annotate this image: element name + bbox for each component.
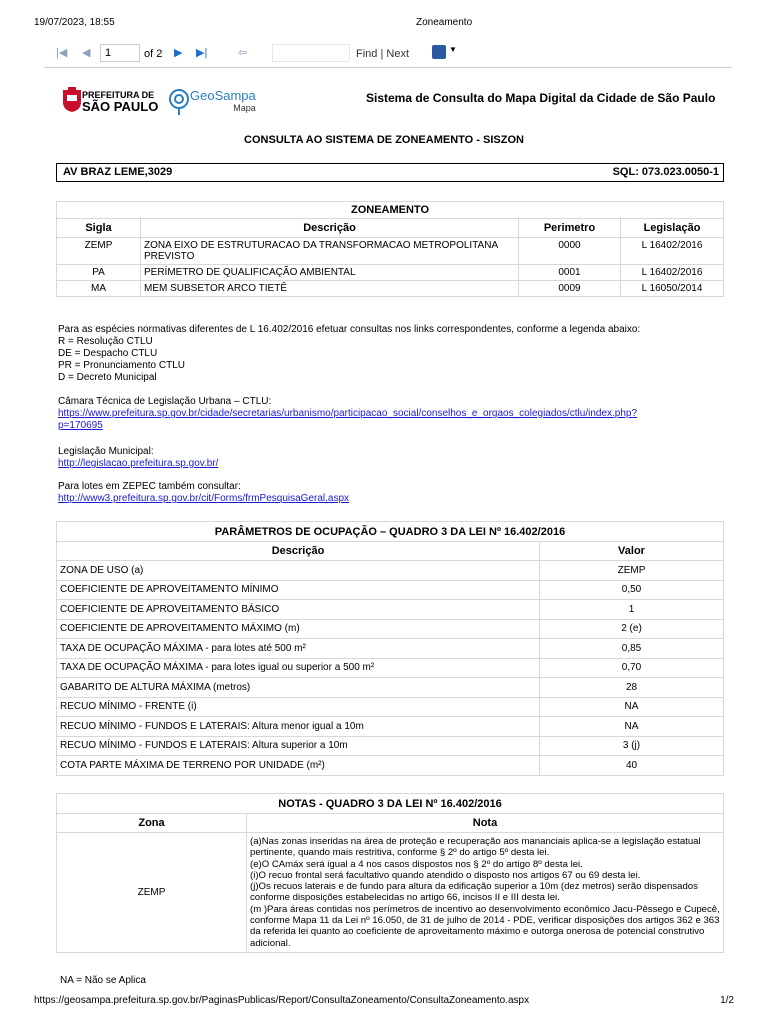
param-descricao: TAXA DE OCUPAÇÃO MÁXIMA - para lotes igual ou superior a 500 m² bbox=[57, 658, 540, 678]
table-row bbox=[57, 697, 724, 717]
legislacao-block bbox=[58, 446, 218, 470]
print-datetime: 19/07/2023, 18:55 bbox=[34, 17, 115, 28]
zepec-label: Para lotes em ZEPEC também consultar: bbox=[58, 481, 241, 492]
table-row bbox=[57, 238, 724, 265]
param-descricao: ZONA DE USO (a) bbox=[57, 561, 540, 581]
print-title: Zoneamento bbox=[416, 17, 473, 28]
sql-number: SQL: 073.023.0050-1 bbox=[612, 166, 719, 178]
page-number-input[interactable]: 1 bbox=[100, 44, 140, 62]
print-header bbox=[0, 17, 768, 31]
nota-line: (e)O CAmáx será igual a 4 nos casos dispostos nos § 2º do artigo 8º desta lei. bbox=[250, 858, 583, 870]
geosampa-logo bbox=[190, 90, 256, 114]
nota-line: (m )Para áreas contidas nos perímetros de incentivo ao desenvolvimento econômico Jacu-Pêssego e Cupecê, conforme Mapa 11 da Lei nº 16.050, de 31 de julho de 2014 - PDE, verificar disposições dos artigos 362 e 363 da referida lei quanto ao coeficiente de aproveitamento máximo e outorga onerosa de potencial construtivo adicional. bbox=[250, 903, 720, 949]
param-descricao: COEFICIENTE DE APROVEITAMENTO BÁSICO bbox=[57, 600, 540, 620]
param-descricao: COEFICIENTE DE APROVEITAMENTO MÍNIMO bbox=[57, 580, 540, 600]
notas-table bbox=[56, 793, 724, 953]
nota-line: (i)O recuo frontal será facultativo quando atendido o disposto nos artigos 67 ou 69 desta lei. bbox=[250, 869, 641, 881]
legend-intro: Para as espécies normativas diferentes de L 16.402/2016 efetuar consultas nos links correspondentes, conforme a legenda abaixo: bbox=[58, 324, 641, 335]
legislacao-cell: L 16402/2016 bbox=[621, 238, 724, 265]
param-descricao: COEFICIENTE DE APROVEITAMENTO MÁXIMO (m) bbox=[57, 619, 540, 639]
table-row bbox=[57, 678, 724, 698]
geosampa-sub: Mapa bbox=[233, 103, 256, 113]
zepec-block bbox=[58, 481, 349, 505]
descricao-cell: MEM SUBSETOR ARCO TIETÊ bbox=[141, 281, 519, 297]
table-row bbox=[57, 833, 724, 953]
perimetro-cell: 0009 bbox=[519, 281, 621, 297]
param-valor: NA bbox=[540, 697, 724, 717]
col-descricao: Descrição bbox=[57, 542, 540, 561]
param-valor: NA bbox=[540, 717, 724, 737]
geosampa-pin-icon bbox=[168, 86, 190, 116]
col-valor: Valor bbox=[540, 542, 724, 561]
param-valor: 0,85 bbox=[540, 639, 724, 659]
parametros-caption: PARÂMETROS DE OCUPAÇÃO – QUADRO 3 DA LEI Nº 16.402/2016 bbox=[57, 522, 724, 542]
back-to-parent-icon[interactable]: ⇦ bbox=[238, 47, 248, 59]
zona-cell: ZEMP bbox=[57, 833, 247, 953]
zoneamento-table bbox=[56, 201, 724, 297]
prefeitura-logo bbox=[82, 90, 158, 112]
table-row bbox=[57, 265, 724, 281]
sigla-cell: ZEMP bbox=[57, 238, 141, 265]
param-valor: 40 bbox=[540, 756, 724, 776]
zoneamento-caption: ZONEAMENTO bbox=[57, 202, 724, 219]
nota-cell bbox=[247, 833, 724, 953]
nota-line: (j)Os recuos laterais e de fundo para altura da edificação superior a 10m (dez metros) serão dispensados conforme disposições estabelecidas no artigo 66, incisos II e III desta lei. bbox=[250, 881, 698, 904]
ctlu-link-line2: p=170695 bbox=[58, 420, 103, 431]
param-descricao: RECUO MÍNIMO - FUNDOS E LATERAIS: Altura menor igual a 10m bbox=[57, 717, 540, 737]
param-valor: 0,50 bbox=[540, 580, 724, 600]
ctlu-link-line1: https://www.prefeitura.sp.gov.br/cidade/secretarias/urbanismo/participacao_social/conselhos_e_orgaos_colegiados/ctlu/index.php? bbox=[58, 408, 638, 419]
param-valor: 2 (e) bbox=[540, 619, 724, 639]
legislacao-cell: L 16402/2016 bbox=[621, 265, 724, 281]
sigla-cell: MA bbox=[57, 281, 141, 297]
table-row bbox=[57, 639, 724, 659]
previous-page-icon[interactable]: ◀ bbox=[82, 47, 91, 59]
prefeitura-crest-icon bbox=[60, 86, 84, 114]
first-page-icon[interactable]: |◀ bbox=[56, 47, 68, 59]
perimetro-cell: 0001 bbox=[519, 265, 621, 281]
param-valor: ZEMP bbox=[540, 561, 724, 581]
descricao-cell: ZONA EIXO DE ESTRUTURACAO DA TRANSFORMACAO METROPOLITANA PREVISTO bbox=[141, 238, 519, 265]
nota-line: (a)Nas zonas inseridas na área de proteção e recuperação aos mananciais aplica-se a legislação estatual pertinente, quando mais restritiva, conforme § 2º do artigo 5º desta lei. bbox=[250, 836, 701, 859]
legend-item: PR = Pronunciamento CTLU bbox=[58, 360, 186, 371]
param-valor: 0,70 bbox=[540, 658, 724, 678]
table-row bbox=[57, 281, 724, 297]
report-toolbar bbox=[44, 42, 732, 68]
legend-item: R = Resolução CTLU bbox=[58, 336, 153, 347]
col-perimetro: Perimetro bbox=[519, 219, 621, 238]
find-input[interactable] bbox=[272, 44, 350, 62]
param-descricao: RECUO MÍNIMO - FUNDOS E LATERAIS: Altura superior a 10m bbox=[57, 736, 540, 756]
param-descricao: GABARITO DE ALTURA MÁXIMA (metros) bbox=[57, 678, 540, 698]
page-title: CONSULTA AO SISTEMA DE ZONEAMENTO - SISZON bbox=[244, 134, 524, 146]
param-descricao: TAXA DE OCUPAÇÃO MÁXIMA - para lotes até 500 m² bbox=[57, 639, 540, 659]
col-sigla: Sigla bbox=[57, 219, 141, 238]
param-descricao: RECUO MÍNIMO - FRENTE (i) bbox=[57, 697, 540, 717]
param-valor: 28 bbox=[540, 678, 724, 698]
notas-caption: NOTAS - QUADRO 3 DA LEI Nº 16.402/2016 bbox=[57, 794, 724, 814]
table-row bbox=[57, 580, 724, 600]
next-page-icon[interactable]: ▶ bbox=[174, 47, 183, 59]
table-row bbox=[57, 561, 724, 581]
ctlu-label: Câmara Técnica de Legislação Urbana – CTLU: bbox=[58, 396, 272, 407]
prefeitura-line1: PREFEITURA DE bbox=[82, 90, 155, 100]
find-button[interactable]: Find bbox=[356, 48, 378, 60]
ctlu-link[interactable] bbox=[58, 408, 637, 431]
col-descricao: Descrição bbox=[141, 219, 519, 238]
col-nota: Nota bbox=[247, 814, 724, 833]
table-row bbox=[57, 600, 724, 620]
param-valor: 3 (j) bbox=[540, 736, 724, 756]
col-zona: Zona bbox=[57, 814, 247, 833]
legislacao-cell: L 16050/2014 bbox=[621, 281, 724, 297]
address-bar bbox=[56, 163, 724, 182]
find-next-button[interactable]: Next bbox=[386, 48, 410, 60]
legislacao-label: Legislação Municipal: bbox=[58, 446, 154, 457]
ctlu-block bbox=[58, 396, 637, 432]
legend-block bbox=[58, 324, 640, 384]
footer-page-number: 1/2 bbox=[720, 995, 734, 1006]
prefeitura-line2: SÃO PAULO bbox=[82, 99, 159, 114]
table-row bbox=[57, 736, 724, 756]
sigla-cell: PA bbox=[57, 265, 141, 281]
system-title: Sistema de Consulta do Mapa Digital da Cidade de São Paulo bbox=[366, 91, 716, 105]
find-separator: | bbox=[380, 48, 384, 60]
table-row bbox=[57, 717, 724, 737]
table-row bbox=[57, 658, 724, 678]
legend-item: DE = Despacho CTLU bbox=[58, 348, 158, 359]
page-count: of 2 bbox=[144, 48, 163, 60]
param-valor: 1 bbox=[540, 600, 724, 620]
na-legend: NA = Não se Aplica bbox=[60, 975, 146, 986]
export-icon[interactable] bbox=[432, 45, 446, 59]
parametros-table bbox=[56, 521, 724, 776]
table-row bbox=[57, 756, 724, 776]
zepec-link[interactable]: http://www3.prefeitura.sp.gov.br/cit/Forms/frmPesquisaGeral.aspx bbox=[58, 493, 350, 504]
legend-item: D = Decreto Municipal bbox=[58, 372, 157, 383]
legislacao-link[interactable]: http://legislacao.prefeitura.sp.gov.br/ bbox=[58, 458, 219, 469]
export-dropdown-icon[interactable]: ▼ bbox=[449, 45, 457, 54]
footer-url: https://geosampa.prefeitura.sp.gov.br/PaginasPublicas/Report/ConsultaZoneamento/ConsultaZoneamento.aspx bbox=[34, 995, 530, 1006]
perimetro-cell: 0000 bbox=[519, 238, 621, 265]
geosampa-name: GeoSampa bbox=[190, 88, 256, 103]
col-legislacao: Legislação bbox=[621, 219, 724, 238]
param-descricao: COTA PARTE MÁXIMA DE TERRENO POR UNIDADE (m²) bbox=[57, 756, 540, 776]
address: AV BRAZ LEME,3029 bbox=[63, 166, 173, 178]
descricao-cell: PERÍMETRO DE QUALIFICAÇÃO AMBIENTAL bbox=[141, 265, 519, 281]
last-page-icon[interactable]: ▶| bbox=[196, 47, 208, 59]
table-row bbox=[57, 619, 724, 639]
